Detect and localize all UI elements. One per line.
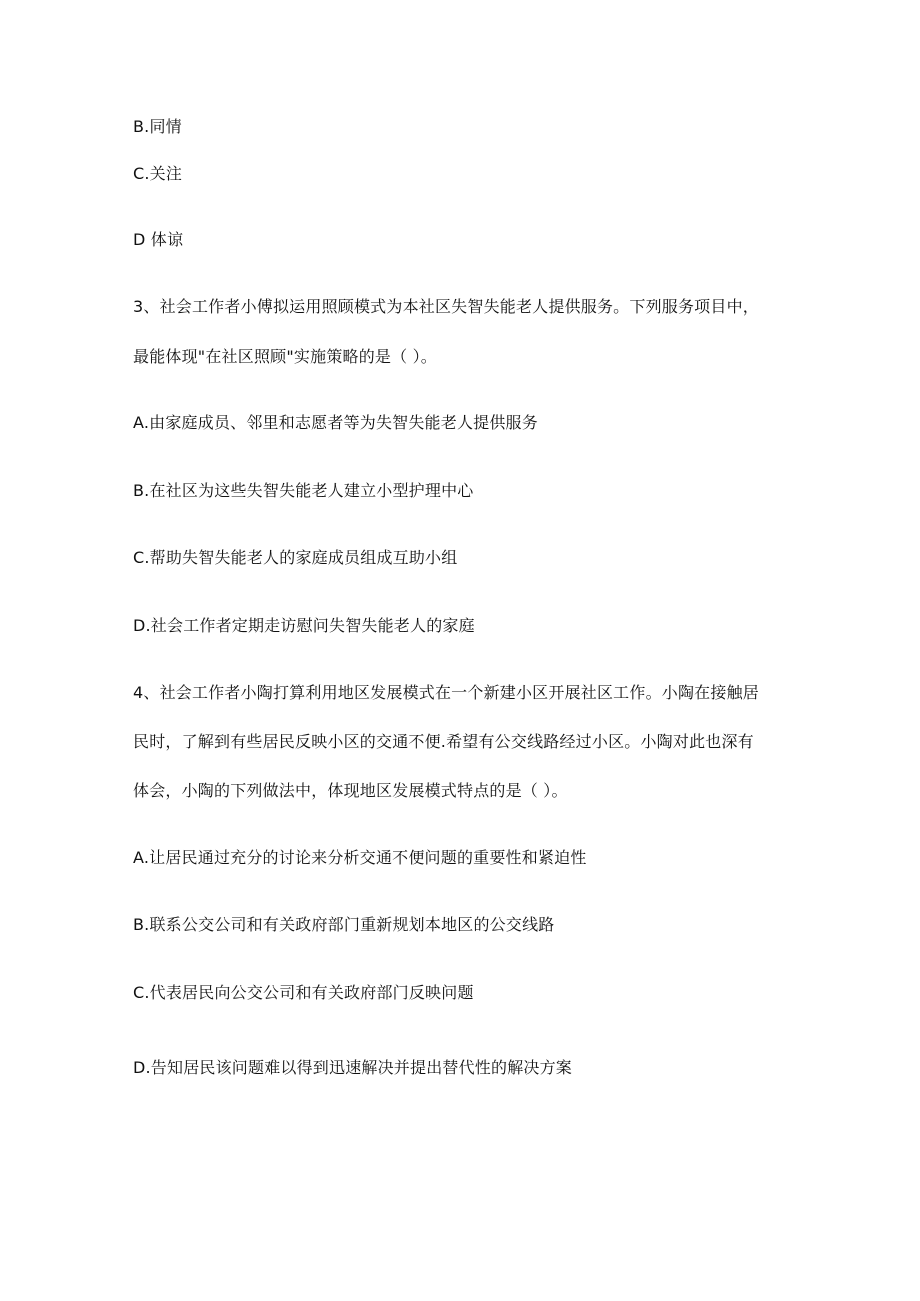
q3-option-a: A.由家庭成员、邻里和志愿者等为失智失能老人提供服务 bbox=[133, 413, 538, 432]
q3-option-c: C.帮助失智失能老人的家庭成员组成互助小组 bbox=[133, 548, 458, 567]
q4-option-a: A.让居民通过充分的讨论来分析交通不便问题的重要性和紧迫性 bbox=[133, 848, 587, 867]
q2-option-c: C.关注 bbox=[133, 164, 183, 183]
q2-option-d: D 体谅 bbox=[133, 230, 184, 249]
q4-option-d: D.告知居民该问题难以得到迅速解决并提出替代性的解决方案 bbox=[133, 1058, 573, 1077]
q3-option-d: D.社会工作者定期走访慰问失智失能老人的家庭 bbox=[133, 616, 475, 635]
q3-stem-line-1: 3、社会工作者小傅拟运用照顾模式为本社区失智失能老人提供服务。下列服务项目中， bbox=[133, 297, 759, 316]
q2-option-b: B.同情 bbox=[133, 117, 182, 136]
q4-stem-line-3: 体会，小陶的下列做法中，体现地区发展模式特点的是（ ）。 bbox=[133, 781, 568, 800]
q3-option-b: B.在社区为这些失智失能老人建立小型护理中心 bbox=[133, 481, 474, 500]
q4-stem-line-1: 4、社会工作者小陶打算利用地区发展模式在一个新建小区开展社区工作。小陶在接触居 bbox=[133, 683, 759, 702]
q4-stem-line-2: 民时，了解到有些居民反映小区的交通不便.希望有公交线路经过小区。小陶对此也深有 bbox=[133, 732, 754, 751]
q3-stem-line-2: 最能体现"在社区照顾"实施策略的是（ ）。 bbox=[133, 347, 438, 366]
q4-option-b: B.联系公交公司和有关政府部门重新规划本地区的公交线路 bbox=[133, 915, 555, 934]
q4-option-c: C.代表居民向公交公司和有关政府部门反映问题 bbox=[133, 983, 474, 1002]
